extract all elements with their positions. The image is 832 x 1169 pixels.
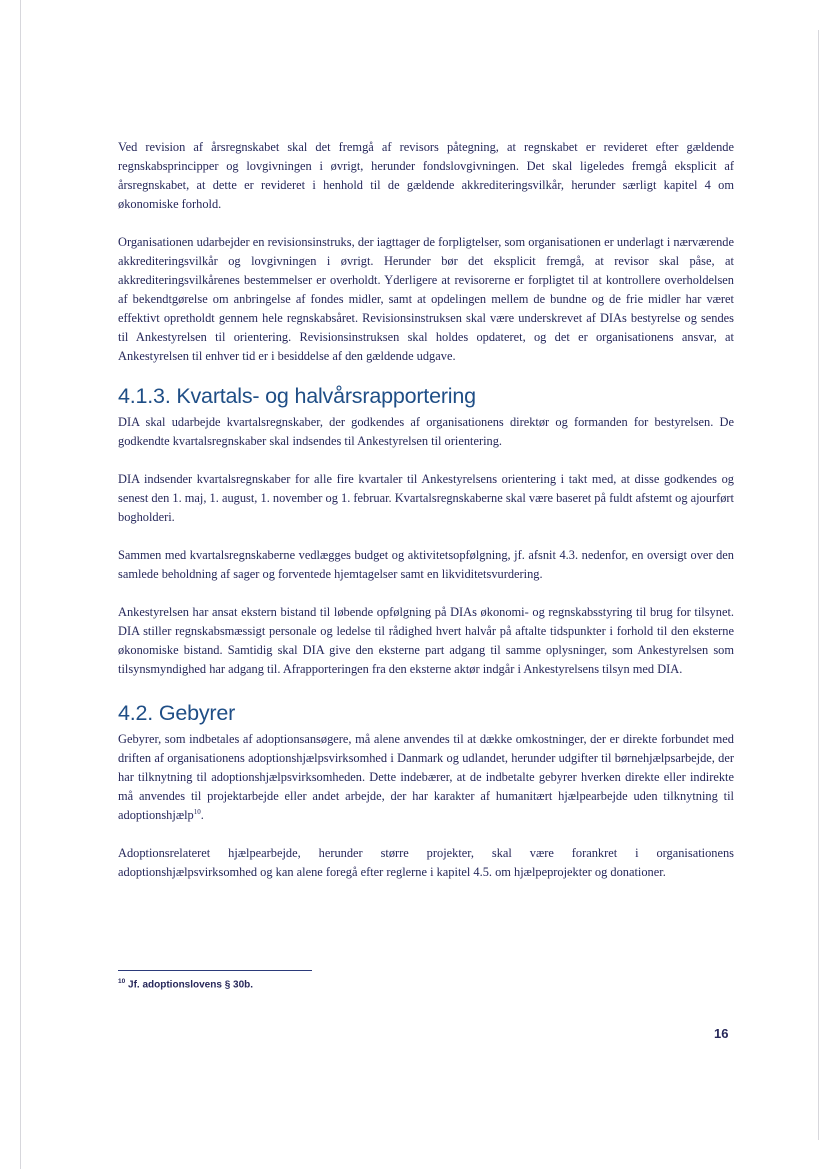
paragraph-quarterly-accounts: DIA skal udarbejde kvartalsregnskaber, der godkendes af organisationens direktør og formanden for bestyrelsen. De godkendte kvartalsregnskaber skal indsendes til Ankestyrelsen til orientering. [118,415,734,448]
paragraph-external-assistance: Ankestyrelsen har ansat ekstern bistand til løbende opfølgning på DIAs økonomi- og regnskabsstyring til brug for tilsynet. DIA stiller regnskabsmæssigt personale og ledelse til rådighed hvert halvår på aftalte tidspunkter i forhold til den eksterne økonomiske bistand. Samtidig skal DIA give den eksterne part adgang til samme oplysninger, som Ankestyrelsen som tilsynsmyndighed har adgang til. Afrapporteringen fra den eksterne aktør indgår i Ankestyrelsens tilsyn med DIA. [118,605,734,676]
section-heading-4-2: 4.2. Gebyrer [118,701,236,725]
paragraph-quarterly-deadlines: DIA indsender kvartalsregnskaber for alle fire kvartaler til Ankestyrelsens orientering i takt med, at disse godkendes og senest den 1. maj, 1. august, 1. november og 1. februar. Kvartalsregnskaberne skal være baseret på fuldt afstemt og ajourført bogholderi. [118,472,734,524]
paragraph-fees [118,730,734,825]
page-content [118,138,734,901]
paragraph-revision-endorsement: Ved revision af årsregnskabet skal det fremgå af revisors påtegning, at regnskabet er revideret efter gældende regnskabsprincipper og lovgivningen i øvrigt, herunder fondslovgivningen. Det skal ligeledes fremgå eksplicit af årsregnskabet, at dette er revideret i henhold til de gældende akkrediteringsvilkår, herunder særligt kapitel 4 om økonomiske forhold. [118,140,734,211]
page-number: 16 [714,1026,729,1041]
footnote [118,978,253,990]
paragraph-adoption-aid: Adoptionsrelateret hjælpearbejde, herunder større projekter, skal være forankret i organisationens adoptionshjælpsvirksomhed og kan alene foregå efter reglerne i kapitel 4.5. om hjælpeprojekter og donationer. [118,846,734,879]
footnote-reference[interactable]: 10 [193,807,201,816]
footnote-text: Jf. adoptionslovens § 30b. [128,979,254,991]
fees-text: Gebyrer, som indbetales af adoptionsansøgere, må alene anvendes til at dække omkostninger, der er direkte forbundet med driften af organisationens adoptionshjælpsvirksomhed i Danmark og udlandet, herunder udgifter til børnehjælpsarbejde, der har tilknytning til adoptionshjælpsvirksomheden. Dette indebærer, at de indbetalte gebyrer hverken direkte eller indirekte må anvendes til projektarbejde eller andet arbejde, der har karakter af humanitært hjælpearbejde uden tilknytning til adoptionshjælp [118,732,734,822]
footnote-number: 10 [118,978,126,985]
section-heading-4-1-3: 4.1.3. Kvartals- og halvårsrapportering [118,384,476,408]
fees-text-end: . [200,808,204,822]
scan-edge-left [20,0,21,1169]
footnote-divider [118,970,312,971]
paragraph-revision-instruction: Organisationen udarbejder en revisionsinstruks, der iagttager de forpligtelser, som organisationen er underlagt i nærværende akkrediteringsvilkår og lovgivningen i øvrigt. Herunder bør det eksplicit fremgå, at revisor skal påse, at akkrediteringsvilkårenes bestemmelser er overholdt. Yderligere at revisorerne er forpligtet til at kontrollere overholdelsen af bekendtgørelse om anbringelse af fondes midler, samt at opdelingen mellem de bundne og de frie midler har været effektivt opretholdt gennem hele regnskabsåret. Revisionsinstruksen skal være underskrevet af DIAs bestyrelse og sendes til Ankestyrelsen til orientering. Revisionsinstruksen skal holdes opdateret, og det er organisationens ansvar, at Ankestyrelsen til enhver tid er i besiddelse af den gældende udgave. [118,235,734,363]
scan-edge-right [818,30,819,1140]
paragraph-budget-followup: Sammen med kvartalsregnskaberne vedlægges budget og aktivitetsopfølgning, jf. afsnit 4.3. nedenfor, en oversigt over den samlede beholdning af sager og forventede hjemtagelser samt en likviditetsvurdering. [118,548,734,581]
